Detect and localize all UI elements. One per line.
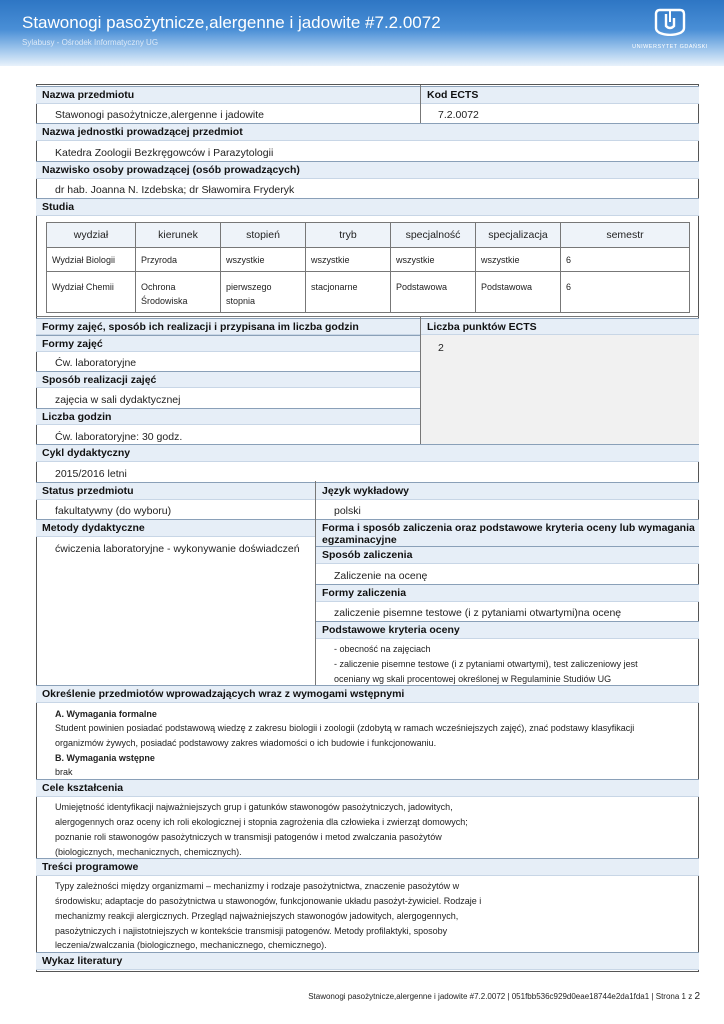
goals-line: poznanie roli stawonogów pasożytniczych w transmisji patogenów i metod zwalczania pasożytów	[55, 832, 442, 842]
language-value: polski	[334, 505, 361, 517]
forms-value: Ćw. laboratoryjne	[55, 357, 137, 369]
table-cell: wszystkie	[391, 248, 476, 272]
hours-header: Liczba godzin	[36, 408, 420, 425]
course-name-header: Nazwa przedmiotu	[36, 86, 421, 104]
content-line: środowisku; adaptacje do pasożytnictwa u stawonogów, funkcjonowanie układu pasożyt-żywiciel. Rodzaje i	[55, 896, 482, 906]
studia-header: Studia	[36, 198, 699, 216]
criteria-line: oceniany wg skali procentowej określonej w Regulaminie Studiów UG	[334, 674, 612, 684]
table-cell: Ochrona Środowiska	[136, 272, 221, 313]
university-crest-icon	[652, 8, 688, 36]
assessment-forms: zaliczenie pisemne testowe (i z pytaniami otwartymi)na ocenę	[334, 607, 622, 619]
table-row	[47, 248, 690, 272]
course-name: Stawonogi pasożytnicze,alergenne i jadowite	[55, 109, 264, 121]
divider	[420, 317, 421, 444]
table-row	[47, 272, 690, 313]
content-line: mechanizmy reakcji alergicznych. Przegląd najważniejszych stawonogów jadowitych, alergogennych,	[55, 911, 459, 921]
cycle-value: 2015/2016 letni	[55, 468, 127, 480]
table-cell: stacjonarne	[306, 272, 391, 313]
table-cell: 6	[561, 248, 690, 272]
ects-code: 7.2.0072	[438, 109, 479, 121]
page-footer	[308, 991, 700, 1002]
criteria-line: - obecność na zajęciach	[334, 644, 431, 654]
goals-line: (biologicznych, mechanicznych, chemicznych).	[55, 847, 242, 857]
language-header: Język wykładowy	[316, 482, 699, 500]
prerequisites-line: organizmów żywych, posiadać podstawowy zakres wiadomości o ich budowie i funkcjonowaniu.	[55, 738, 437, 748]
ects-points-header: Liczba punktów ECTS	[421, 318, 699, 335]
footer-total-pages: 2	[694, 991, 700, 1002]
footer-text: Stawonogi pasożytnicze,alergenne i jadowite #7.2.0072 | 051fbb536c929d0eae18744e2da1fda1 | Strona 1 z	[308, 992, 693, 1001]
assessment-method: Zaliczenie na ocenę	[334, 570, 428, 582]
table-cell: wszystkie	[221, 248, 306, 272]
column-header: semestr	[561, 223, 690, 248]
initial-requirements-label: B. Wymagania wstępne	[55, 753, 155, 763]
ects-points: 2	[438, 342, 444, 354]
content-line: pasożytniczych i najistotniejszych w kontekście transmisji patogenów. Metody profilaktyki, sposoby	[55, 926, 448, 936]
forms-header: Formy zajęć	[36, 335, 420, 352]
column-header: specjalność	[391, 223, 476, 248]
divider	[420, 85, 421, 123]
method-header: Sposób realizacji zajęć	[36, 371, 420, 388]
table-cell: wszystkie	[476, 248, 561, 272]
classes-header: Formy zajęć, sposób ich realizacji i przypisana im liczba godzin	[36, 318, 421, 335]
column-header: wydział	[47, 223, 136, 248]
unit-header: Nazwa jednostki prowadzącej przedmiot	[36, 123, 699, 141]
content-line: Typy zależności między organizmami – mechanizmy i rodzaje pasożytnictwa, znaczenie pasożytów w	[55, 881, 460, 891]
studia-header-row	[47, 223, 690, 248]
formal-requirements-label: A. Wymagania formalne	[55, 709, 157, 719]
column-header: tryb	[306, 223, 391, 248]
page-subtitle: Sylabusy - Ośrodek Informatyczny UG	[22, 38, 159, 47]
divider	[315, 481, 316, 685]
goals-line: alergogennych oraz oceny ich roli ekologicznej i stopnia zagrożenia dla człowieka i zwierząt domowych;	[55, 817, 468, 827]
page-title: Stawonogi pasożytnicze,alergenne i jadowite #7.2.0072	[22, 13, 441, 32]
content-line: leczenia/zwalczania (biologicznego, mechanicznego, chemicznego).	[55, 940, 327, 950]
divider	[36, 316, 699, 317]
column-header: specjalizacja	[476, 223, 561, 248]
table-cell: Przyroda	[136, 248, 221, 272]
methods-value: ćwiczenia laboratoryjne - wykonywanie doświadczeń	[55, 543, 300, 555]
page-banner	[0, 0, 724, 66]
initial-requirements-value: brak	[55, 767, 73, 777]
status-header: Status przedmiotu	[36, 482, 316, 500]
status-value: fakultatywny (do wyboru)	[55, 505, 172, 517]
literature-header: Wykaz literatury	[36, 952, 699, 970]
ects-points-panel	[421, 335, 699, 444]
prerequisites-header: Określenie przedmiotów wprowadzających wraz z wymogami wstępnymi	[36, 685, 699, 703]
assessment-forms-header: Formy zaliczenia	[316, 584, 699, 602]
studia-table	[46, 222, 690, 313]
content-header: Treści programowe	[36, 858, 699, 876]
university-name: UNIWERSYTET GDAŃSKI	[632, 44, 708, 50]
hours-value: Ćw. laboratoryjne: 30 godz.	[55, 431, 183, 443]
assessment-method-header: Sposób zaliczenia	[316, 546, 699, 564]
university-logo	[628, 8, 712, 50]
goals-header: Cele kształcenia	[36, 779, 699, 797]
table-cell: wszystkie	[306, 248, 391, 272]
column-header: kierunek	[136, 223, 221, 248]
prerequisites-line: Student powinien posiadać podstawową wiedzę z zakresu biologii i zoologii (zdobytą w ramach wcześniejszych zajęć), znać podstawy klasyfikacji	[55, 723, 635, 733]
assessment-header: Forma i sposób zaliczenia oraz podstawowe kryteria oceny lub wymagania egzaminacyjne	[316, 519, 699, 547]
teachers-header: Nazwisko osoby prowadzącej (osób prowadzących)	[36, 161, 699, 179]
column-header: stopień	[221, 223, 306, 248]
table-cell: Wydział Biologii	[47, 248, 136, 272]
ects-code-header: Kod ECTS	[421, 86, 699, 104]
table-cell: Wydział Chemii	[47, 272, 136, 313]
goals-line: Umiejętność identyfikacji najważniejszych grup i gatunków stawonogów pasożytniczych, jadowitych,	[55, 802, 453, 812]
criteria-line: - zaliczenie pisemne testowe (i z pytaniami otwartymi), test zaliczeniowy jest	[334, 659, 638, 669]
method-value: zajęcia w sali dydaktycznej	[55, 394, 181, 406]
criteria-header: Podstawowe kryteria oceny	[316, 621, 699, 639]
teachers: dr hab. Joanna N. Izdebska; dr Sławomira Fryderyk	[55, 184, 295, 196]
table-cell: pierwszego stopnia	[221, 272, 306, 313]
table-cell: Podstawowa	[476, 272, 561, 313]
methods-header: Metody dydaktyczne	[36, 519, 315, 537]
unit-name: Katedra Zoologii Bezkręgowców i Parazytologii	[55, 147, 274, 159]
cycle-header: Cykl dydaktyczny	[36, 444, 699, 462]
table-cell: Podstawowa	[391, 272, 476, 313]
table-cell: 6	[561, 272, 690, 313]
